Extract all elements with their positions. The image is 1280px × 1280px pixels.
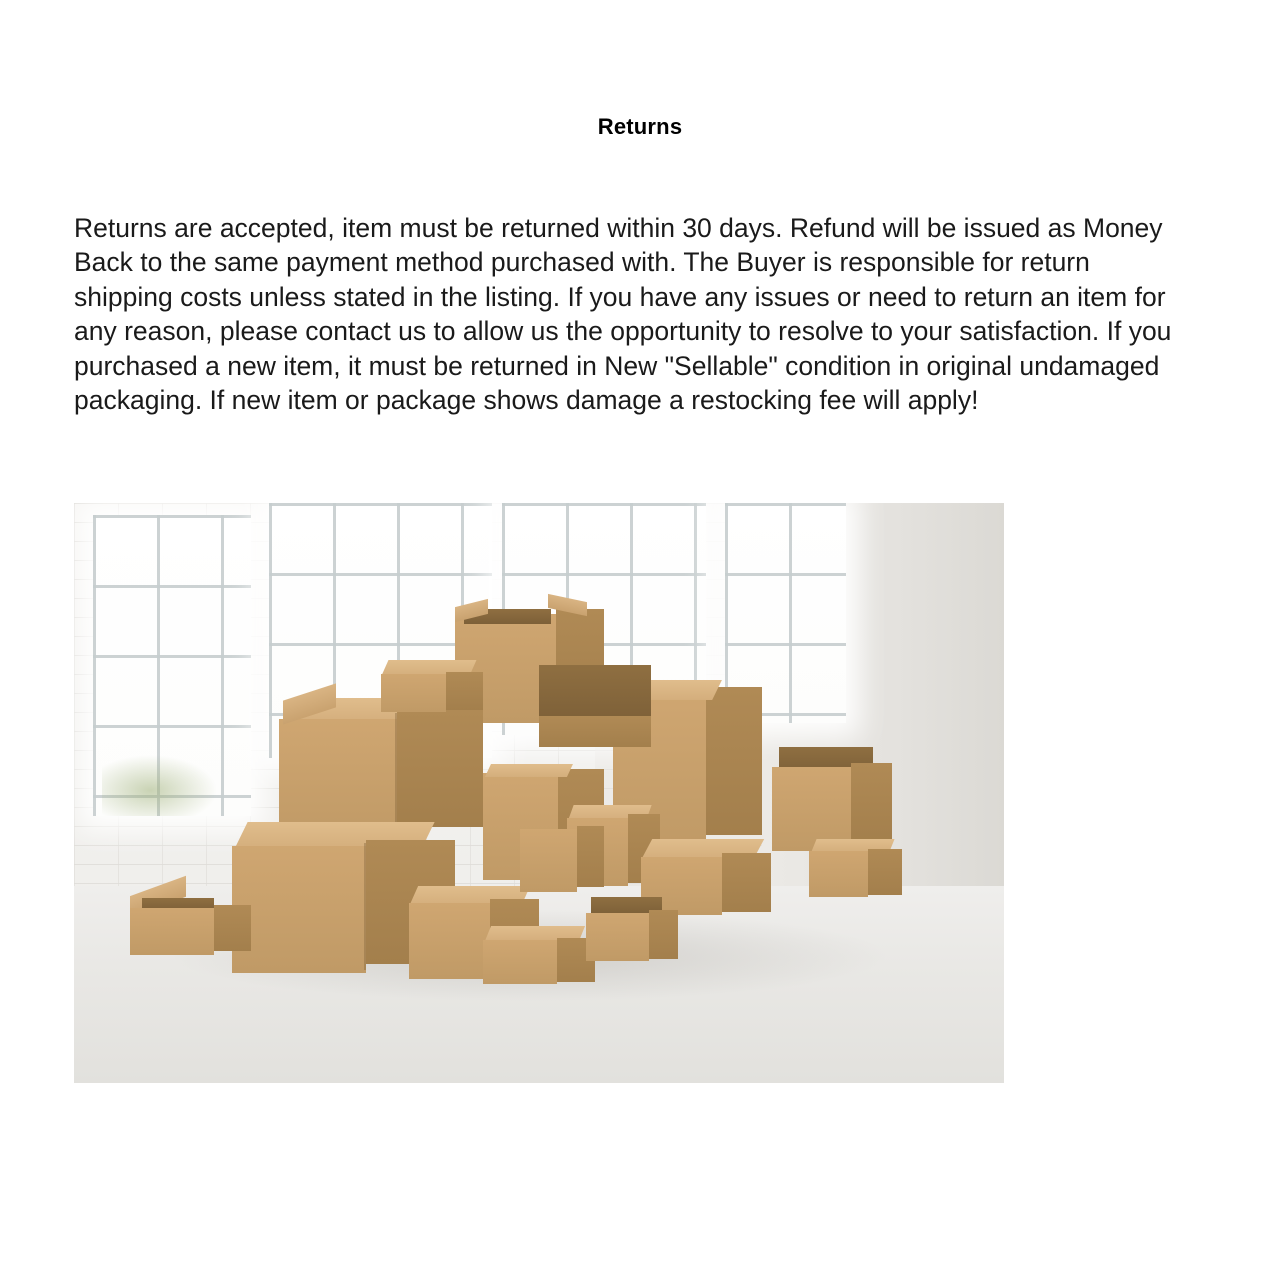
foliage-outside-window <box>102 752 223 816</box>
open-cardboard-box <box>772 747 893 851</box>
open-cardboard-box <box>586 897 679 961</box>
open-cardboard-box <box>130 886 251 956</box>
cardboard-box <box>520 822 604 892</box>
stack-of-cardboard-shipping-boxes-photo <box>74 503 1004 1083</box>
cardboard-box <box>809 839 902 897</box>
returns-policy-text: Returns are accepted, item must be returned within 30 days. Refund will be issued as Money Back to the same payment method purchased with. The Buyer is responsible for return shipping costs unless stated in the listing. If you have any issues or need to return an item for any reason, please contact us to allow us the opportunity to resolve to your satisfaction. If you purchased a new item, it must be returned in New "Sellable" condition in original undamaged packaging. If new item or package shows damage a restocking fee will apply! <box>74 212 1172 415</box>
room-scene <box>74 503 1004 1083</box>
cardboard-box <box>381 660 483 712</box>
cardboard-box <box>483 926 595 984</box>
page-title: Returns <box>597 114 683 139</box>
open-cardboard-box <box>539 665 651 746</box>
